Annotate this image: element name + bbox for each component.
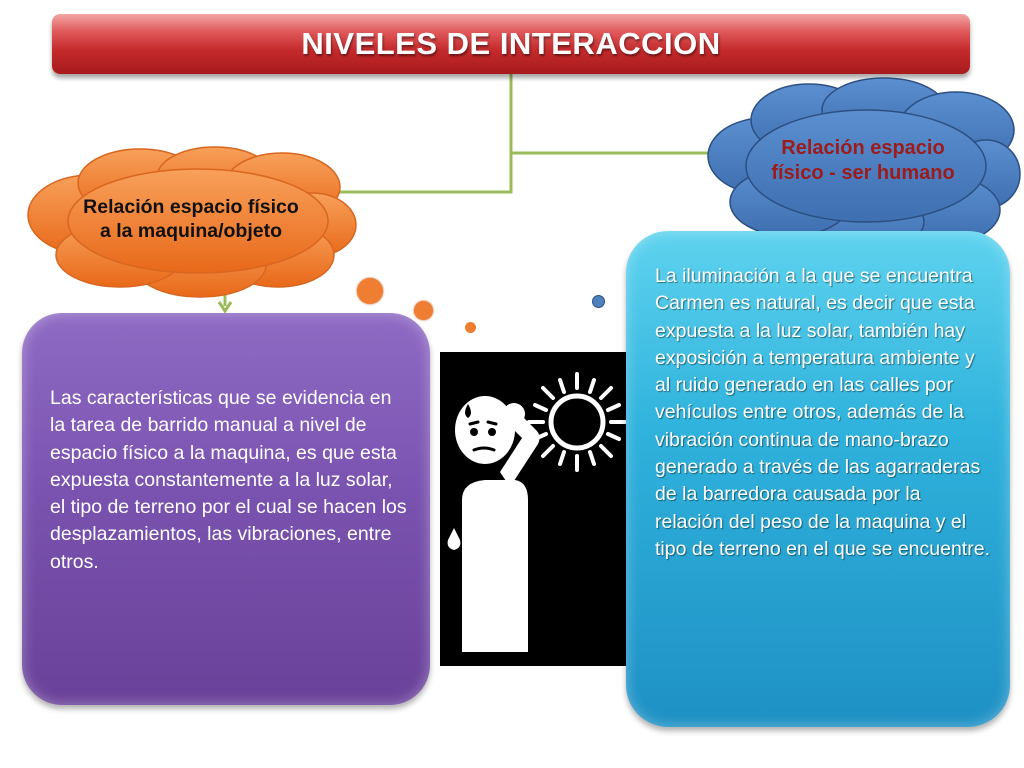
cloud-human-label: Relación espacio físico - ser humano — [771, 137, 955, 184]
thought-dot-orange-small — [465, 322, 476, 333]
diagram-title: NIVELES DE INTERACCION — [301, 26, 721, 61]
sun-icon — [529, 374, 625, 470]
cloud-machine-label: Relación espacio físico a la maquina/objeto — [83, 195, 299, 242]
cloud-machine-relation — [20, 143, 360, 301]
cloud-human-relation — [704, 76, 1022, 256]
thought-dot-blue-small — [592, 295, 605, 308]
thought-dot-orange-medium — [414, 301, 433, 320]
human-description-box — [626, 231, 1010, 727]
human-description-text: La iluminación a la que se encuentra Carmen es natural, es decir que esta expuesta a la luz solar, también hay exposición a temperatura ambiente y al ruido generado en las calles por vehículos entre otros, además de la vibración continua de mano-brazo generado a través de las agarraderas de la barredora causada por la relación del peso de la maquina y el tipo de terreno en el que se encuentre. — [655, 265, 990, 560]
title-banner — [52, 14, 970, 74]
machine-description-text: Las características que se evidencia en la tarea de barrido manual a nivel de espacio físico a la maquina, es que esta expuesta constantemente a la luz solar, el tipo de terreno por el cual se hacen los desplazamientos, las vibraciones, entre otros. — [50, 387, 407, 573]
machine-description-box — [22, 313, 430, 705]
person-hot-sun-icon — [440, 352, 628, 666]
illustration-drawing — [440, 352, 628, 666]
thought-dot-orange-large — [357, 278, 383, 304]
